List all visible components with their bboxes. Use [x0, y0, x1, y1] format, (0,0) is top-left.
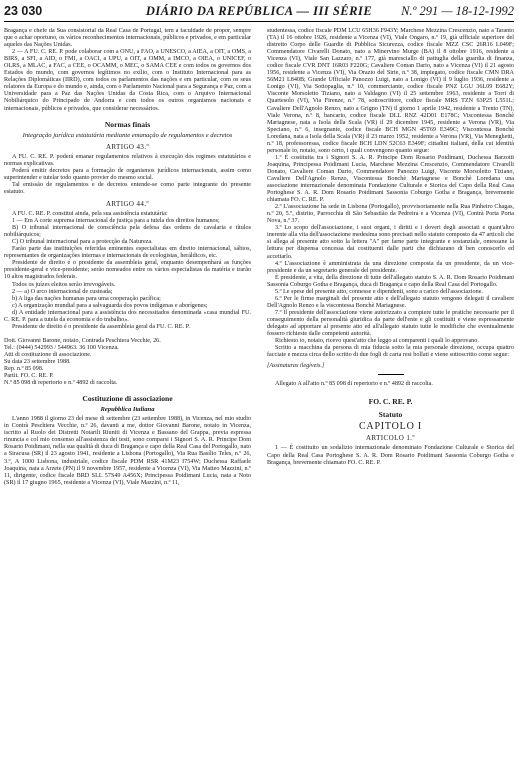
- notary-line: Su data 23 settembre 1988.: [4, 358, 71, 365]
- section-subtitle: Integração jurídica estatutária mediante emanação de regulamentos e decretos: [22, 131, 233, 139]
- paragraph: Tal emissão de regulamentos e de decretos entende-se como parte integrante do presente estatuto.: [4, 181, 251, 195]
- paragraph: d) A entidade internacional para a assistência dos necessitados denominada «casa mundial FU. C. RE. P. para a tutela da economia e do trabalho».: [4, 309, 251, 323]
- paragraph: b) A liga das nações humanas para uma cooperação pacífica;: [12, 295, 161, 302]
- statute-title: Statuto: [378, 410, 403, 420]
- section-title: Normas finais: [104, 119, 151, 129]
- organization-title: FO. C. RE. P.: [368, 397, 413, 407]
- paragraph: Presidente de direito é o presidente da assembleia geral da FU. C. RE. P.: [12, 323, 190, 330]
- paragraph: Bragança e chefe da Sua consistorial da Real Casa de Portugal, tem a faculdade de propor, sempre que o achar oportuno, os vários reconhecimentos internacionais, públicos e privados, e em particular aqueles das Nações Unidas.: [4, 28, 251, 49]
- paragraph: L'anno 1988 il giorno 23 del mese di settembre (23 settembre 1988), in Vicenza, nel mio studio in Contrà Peschiera Vecchie, n.º 26, davanti a me, dottor Giovanni Barone, notaio in Vicenza, iscritto al Ruolo dei Distretti Notarili Riuniti di Vicenza e Bassano del Grappa, previa espressa rinuncia e col mio consenso all'assistenza dei testi, sono comparsi i Signori S. A. R. Principe Dom Rosario Poidimani, nella sua qualità di duca di Bragança e capo della Real Casa del Portogallo, nato a Siracusa (SR) il 23 agosto 1941, residente a Lisbona (Portogallo), Via Rua Basílio Teles, n.º 26, 3.º, A 1000 Lisbona, industriale, codice fiscale PDM RSR 41M23 I754W; Duchessa Raffaele Joaquina, nata a Arzete (PN) il 9 novembre 1957, residente a Vicenza (VI), Via Matteo Mazzini, n.º 11, dirigente, codice fiscale BRD SLL 57S49 A456X; Principessa Poidimani Lucia, nata a Noto (SR) il 17 giugno 1965, residente a Vicenza (VI), Viale Mazzini, n.º 11,: [4, 416, 251, 486]
- paragraph: 3.º Lo scopo dell'associazione, i suoi organi, i diritti e i doveri degli associati e quant'altro inerente alla vita dell'associazione medesima sono precisati nello statuto composto da 47 articoli che si allega al presente atto sotto la lettera "A" per farne parte integrante e sostanziale, omessane la lettura per dispensa concessa dai costituenti dalle parti che dichiarano di ben conoscerlo ed accettarlo.: [267, 225, 514, 260]
- paragraph: Presidente de direito é o presidente da assembleia geral, enquanto desempenhará as funções presidente-geral e vice-presidente; serão nomeados entre os vários especialistas da matéria e trarão 10 altos magistrados federais.: [4, 260, 251, 281]
- paragraph: Poderá emitir decretos para a formação de organismos jurídicos internacionais, assim como superintender e tutelar todo quanto provier do mesmo social.: [4, 167, 251, 181]
- paragraph: 2.º L'associazione ha sede in Lisbona (Portogallo), provvisoriamente nella Rua Pinheiro Chagas, n.º 20, 5.º, distrito, Parrocchia di São Sebastião da Pedreira e a Vicenza (VI), Contrà Porta Porta Nova, n.º 37.: [267, 204, 514, 225]
- paragraph: 2 — A FU. C. RE. P. pode colaborar com a ONU, a FAO, a UNESCO, a AIEA, a OIT, a OMS, a BIRS, a SFI, a AID, o FMI, a OACI, a UPU, a OIT, a OMM, a IMCO, a OIEA, o UNICEF, o OLRS, a MLAC, a FAC, a CEE, o OCAMM, o MEC, o SAMA CEE e com todos os governos dos Estados do mundo, com governos legítimos no exílio, com o Instituto Internacional para as Relações Diplomáticas (IIRD), com todos os parlamentos das nações e em particular, com os seus relatores da Europa e do mundo e, ainda, com o Parlamento Nacional para a Segurança e Paz, com a Universidade para a Paz das Nações Unidas da Costa Rica, com o Arquivo Internacional Nobiliárquico do Principado de Andorra e com todos os outros organismos nacionais e internacionais, públicos e privados, que considerar necessários.: [4, 49, 251, 112]
- paragraph: 4.º L'associazione è amministrata da una direzione composta da un presidente, da un vice-presidente e da un segretario generale del presidente.: [267, 260, 514, 274]
- paragraph: studentessa, codice fiscale PDM LCU 65H36 F943Y; Marchese Mezzina Crescenzio, nato a Taranto (TA) il 16 ottobre 1926, residente a Vicenza (VI), Viale Ongaro, n.º 19, già ufficiale superiore del distretto Corpo delle Guardie di Pubblica Sicurezza, codice fiscale MZZ CSC 26R16 L049F; Commendatore Civarelli Donato, nato a Minervino Murge (BA) il 8 ottobre 1916, residente a Vicenza (VI), Viale San Lazzaro, n.º 177, già maresciallo di pattuglia della guardia di finanza, codice fiscale CVR DNT 16R03 F220G; Cavaliere Coman Dario, nato a Vicenza (VI) il 21 agosto 1956, residente a Vicenza (VI), Via Orazio del Sirte, n.º 38, impiegato, codice fiscale CMN DRA 56M21 L840B; Grande Ufficiale Panozzo Luigi, nato a Lonigo (VI) il 9 luglio 1936, residente a Lonigo (VI), Via Sottopaglia, n.º 10, commerciante, codice fiscale PNZ LGU 36L09 E682Y; Visconte Morsoletto Tiziano, nato a Valdagno (VI) il 25 settembre 1963, residente a Torri di Quartesolo (VI), Via Firenze, n.º 78, sottoscrittore, codice fiscale MRS TZN 63P25 L551L; Cavaliere Dell'Agnolo Renzo, nato a Grigno (TN) il giorno 1 aprile 1942, residente a Trento (TN), Viale Verona, n.º 8, bancario, codice fiscale DLL RNZ 42D01 E178C; Viscontessa Bonchè Mariagnese, nata a Isola della Scala (VR) il 29 dicembre 1945, residente a Verona (VR), Via Speciano, n.º 6, insegnante, codice fiscale BCH MGN 45T69 E349C; Viscontessa Bonchè Loredana, nata a Isola della Scala (VR) il 23 marzo 1952, residente a Verona (VR), Via Meneghetti, n.º 18, professoressa, codice fiscale BCH LDN 52C63 E349F; cittadini italiani, della cui identità personale io, notaio, sono certo, i quali convengono quanto segue:: [267, 28, 514, 154]
- article-title: ARTICOLO 1.º: [366, 434, 415, 443]
- issue-info: N.º 291 — 18-12-1992: [401, 4, 514, 18]
- notary-line: Rep. n.º 85 098.: [4, 366, 44, 373]
- article-title: ARTIGO 43.º: [105, 142, 150, 151]
- notary-line: Dott. Giovanni Barone, notaio, Contrada Peschiera Vecchie, 26.: [4, 337, 161, 344]
- paragraph: A FU. C. RE. P. constitui ainda, pela sua assistência estatutária:: [12, 211, 168, 218]
- right-column: [267, 28, 514, 778]
- paragraph: È presidente, a vita, della direzione di tutte dell'allegato statuto S. A. R. Dom Rosario Poidimani Sassonia Coburgo Gotha e Bragança, duca di Bragança e capo della Real Casa del Portogallo.: [267, 274, 514, 288]
- paragraph: Todos os juízes eleitos serão irrevogáveis.: [12, 281, 116, 288]
- section-subtitle: Repubblica Italiana: [100, 406, 155, 414]
- paragraph: 6.º Per le firme marginali del presente atto e dell'allegato statuto vengono delegati il cavaliere Dell'Agnolo Renzo e la viscontessa Bonchè Mariagnese.: [267, 295, 514, 309]
- left-column: [4, 28, 251, 778]
- paragraph: Scritto a macchina da persona di mia fiducia sotto la mia personale direzione, occupa quattro facciate e mezza circa dello scritto di due fogli di carta resi bollati e viene sottoscritto come segue:: [267, 345, 514, 359]
- paragraph: 7.º Il presidente dell'associazione viene autorizzato a compiere tutte le pratiche necessarie per il conseguimento della personalità giuridica da parte dell'ente e gli costituiti e viene espressamente delegato ad apportare al presente atto ed all'allegato statuto tutte le modifiche che eventualmente fossero richieste dalle competenti autorità.: [267, 309, 514, 338]
- paragraph: Allegato A all'atto n.º 85 098 di repertorio e n.º 4892 di raccolta.: [275, 381, 433, 388]
- notary-line: N.º 85 098 di repertorio e n.º 4892 di raccolta.: [4, 380, 118, 387]
- paragraph: 5.º Le spese del presente atto, connesse e dipendenti, sono a carico dell'associazione.: [275, 288, 483, 295]
- paragraph: A FU. C. RE. P. poderá emanar regulamentos relativos à execução dos regimes estatutários e normas explicativas.: [4, 153, 251, 167]
- paragraph: 1 — Em A corte suprema internacional de justiça para a tutela dos direitos humanos;: [12, 218, 220, 225]
- journal-title: DIÁRIO DA REPÚBLICA — III SÉRIE: [145, 4, 373, 18]
- paragraph: Farão parte das instituições referidas eminentes especialistas em direito internacional, sábios, representantes de organizações internas e internacionais de ecologistas, heráldicos, etc.: [4, 246, 251, 260]
- chapter-title: CAPITOLO I: [358, 421, 423, 433]
- notary-line: Tel.: (0444) 542993 / 544963. 36 100 Vicenza.: [4, 344, 119, 351]
- header-rule: [4, 21, 514, 22]
- paragraph: 1.º È costituita tra i Signori S. A. R. Principe Dom Rosario Poidimani, Duchessa Barzotti Joaquina, Principessa Poidimani Lucia, Marchese Mezzina Crescenzio, Commendatore Civarelli Donato, Cavaliere Coman Dario, Commendatore Panozzo Luigi, Visconte Morsoletto Tiziano, Cavaliere Dell'Agnolo Renzo, Viscontessa Bonchè Mariagnese e Bonchè Loredana una associazione internazionale denominata Fondazione Culturale e Storica del Capo della Real Casa Portoghese S. A. R. Dom Rosario Poidimani Sassonia Coburgo Gotha e Bragança, brevemente chiamata FO. C. RE. P.: [267, 154, 514, 204]
- paragraph: 2 — a) O arco internacional de custeada;: [12, 288, 113, 295]
- page-header: [4, 4, 514, 20]
- paragraph: C) O tribunal internacional para a protecção da Natureza.: [12, 239, 153, 246]
- paragraph: Richiesto io, notaio, ricevo quest'atto che leggo ai comparenti i quali lo approvano.: [275, 338, 479, 345]
- paragraph: B) O tribunal internacional de consciência pela defesa das ordens de cavalaria e títulos nobiliárquicos;: [4, 225, 251, 239]
- notary-line: Atti di costituzione di associazione.: [4, 351, 92, 358]
- article-title: ARTIGO 44.º: [105, 199, 150, 208]
- notary-line: Partit. FO. C. RE. P.: [4, 373, 54, 380]
- section-title: Costituzione di associazione: [82, 394, 173, 404]
- paragraph: 1 — È costituito un sodalizio internazionale denominato Fondazione Culturale e Storica del Capo della Real Casa Portoghese S. A. R. Dom Rosario Poidimani Sassonia Coburgo Gotha e Bragança, brevemente chiamato FO. C. RE. P.: [267, 445, 514, 466]
- page-number: 23 030: [4, 4, 43, 18]
- paragraph: c) A organização mundial para a salvaguarda dos povos indígenas e aborígenes;: [12, 302, 208, 309]
- signatures-note: [Assinaturas ilegíveis.]: [267, 363, 325, 370]
- divider: [378, 374, 404, 375]
